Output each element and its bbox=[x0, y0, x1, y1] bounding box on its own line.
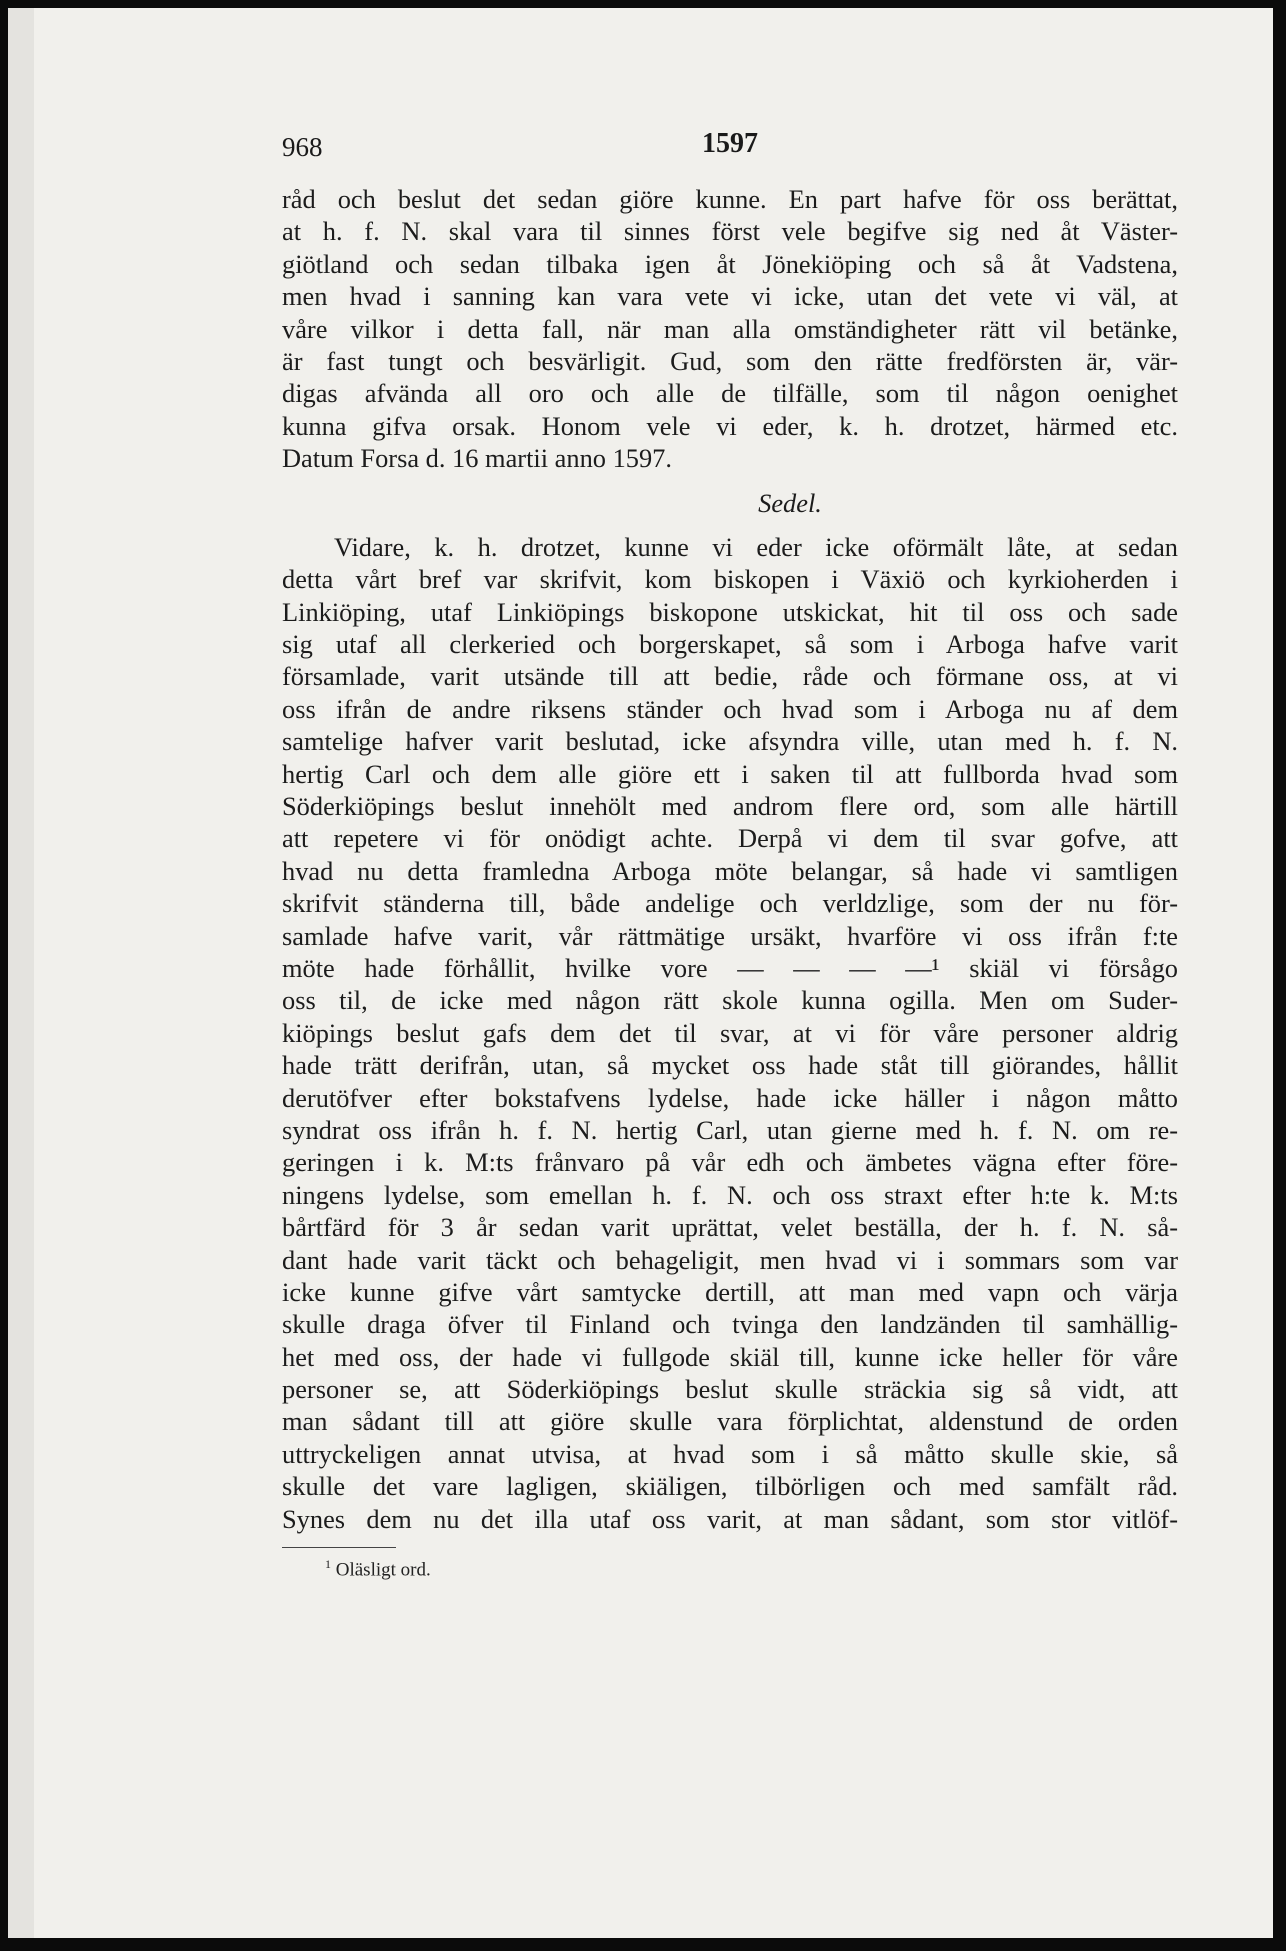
text-line: kunna gifva orsak. Honom vele vi eder, k. h. drotzet, härmed etc. bbox=[282, 410, 1178, 441]
text-line: uttryckeligen annat utvisa, at hvad som i så måtto skulle skie, så bbox=[282, 1438, 1178, 1469]
text-line: oss ifrån de andre riksens ständer och hvad som i Arboga nu af dem bbox=[282, 693, 1178, 724]
footnote-text: Oläsligt ord. bbox=[335, 1559, 431, 1581]
footnote-marker: 1 bbox=[325, 1557, 331, 1571]
text-line: dant hade varit täckt och behageligit, men hvad vi i sommars som var bbox=[282, 1244, 1178, 1275]
text-line: derutöfver efter bokstafvens lydelse, hade icke häller i någon måtto bbox=[282, 1082, 1178, 1113]
text-line: skrifvit ständerna till, både andelige och verldzlige, som der nu för- bbox=[282, 888, 1178, 919]
body-text bbox=[282, 183, 1178, 1535]
text-line: digas afvända all oro och alle de tilfälle, som til någon oenighet bbox=[282, 378, 1178, 409]
text-line: icke kunne gifve vårt samtycke dertill, att man med vapn och värja bbox=[282, 1276, 1178, 1307]
text-line: skulle det vare lagligen, skiäligen, tilbörligen och med samfält råd. bbox=[282, 1471, 1178, 1502]
text-line: hade trätt derifrån, utan, så mycket oss hade ståt till giörandes, hållit bbox=[282, 1050, 1178, 1081]
text-line: samlade hafve varit, vår rättmätige ursäkt, hvarföre vi oss ifrån f:te bbox=[282, 920, 1178, 951]
spacer bbox=[282, 519, 1178, 531]
text-line: Linkiöping, utaf Linkiöpings biskopone utskickat, hit til oss och sade bbox=[282, 596, 1178, 627]
text-line: bårtfärd för 3 år sedan varit uprättat, velet beställa, der h. f. N. så- bbox=[282, 1212, 1178, 1243]
text-line: våre vilkor i detta fall, när man alla omständigheter rätt vil betänke, bbox=[282, 313, 1178, 344]
text-line: är fast tungt och besvärligit. Gud, som den rätte fredförsten är, vär- bbox=[282, 345, 1178, 376]
text-line: att repetere vi för onödigt achte. Derpå vi dem til svar gofve, att bbox=[282, 823, 1178, 854]
paragraph-2 bbox=[282, 531, 1178, 1535]
text-line: hertig Carl och dem alle giöre ett i saken til att fullborda hvad som bbox=[282, 758, 1178, 789]
footnote bbox=[325, 1557, 431, 1581]
text-line: Datum Forsa d. 16 martii anno 1597. bbox=[282, 443, 672, 474]
page-number: 968 bbox=[282, 132, 323, 162]
running-year: 1597 bbox=[702, 128, 758, 159]
text-line: giötland och sedan tilbaka igen åt Jönekiöping och så åt Vadstena, bbox=[282, 248, 1178, 279]
text-line: at h. f. N. skal vara til sinnes först vele begifve sig ned åt Väster- bbox=[282, 216, 1178, 247]
text-line: hvad nu detta framledna Arboga möte belangar, så hade vi samtligen bbox=[282, 855, 1178, 886]
text-line: församlade, varit utsände till att bedie, råde och förmane oss, at vi bbox=[282, 661, 1178, 692]
text-line: ningens lydelse, som emellan h. f. N. och oss straxt efter h:te k. M:ts bbox=[282, 1179, 1178, 1210]
text-line: Synes dem nu det illa utaf oss varit, at man sådant, som stor vitlöf- bbox=[282, 1503, 1178, 1534]
text-line: sig utaf all clerkeried och borgerskapet, så som i Arboga hafve varit bbox=[282, 629, 1178, 660]
text-line: råd och beslut det sedan giöre kunne. En part hafve för oss berättat, bbox=[282, 184, 1178, 214]
spacer bbox=[282, 475, 1178, 487]
text-line: möte hade förhållit, hvilke vore — — — —¹ skiäl vi försågo bbox=[282, 952, 1178, 983]
text-line: detta vårt bref var skrifvit, kom biskopen i Växiö och kyrkioherden i bbox=[282, 564, 1178, 595]
text-line: men hvad i sanning kan vara vete vi icke, utan det vete vi väl, at bbox=[282, 281, 1178, 312]
text-line: syndrat oss ifrån h. f. N. hertig Carl, utan gierne med h. f. N. om re- bbox=[282, 1114, 1178, 1145]
text-line: Vidare, k. h. drotzet, kunne vi eder icke oförmält låte, at sedan bbox=[334, 531, 1178, 562]
page-header bbox=[282, 128, 1182, 172]
text-line: oss til, de icke med någon rätt skole kunna ogilla. Men om Suder- bbox=[282, 985, 1178, 1016]
text-line: samtelige hafver varit beslutad, icke afsyndra ville, utan med h. f. N. bbox=[282, 726, 1178, 757]
text-line: kiöpings beslut gafs dem det til svar, at vi för våre personer aldrig bbox=[282, 1017, 1178, 1048]
footnote-rule bbox=[282, 1547, 396, 1548]
text-line: geringen i k. M:ts frånvaro på vår edh och ämbetes vägna efter före- bbox=[282, 1147, 1178, 1178]
section-heading: Sedel. bbox=[758, 487, 822, 518]
text-line: personer se, att Söderkiöpings beslut skulle sträckia sig så vidt, att bbox=[282, 1374, 1178, 1405]
text-line: man sådant till att giöre skulle vara förplichtat, aldenstund de orden bbox=[282, 1406, 1178, 1437]
paragraph-1 bbox=[282, 183, 1178, 475]
text-line: het med oss, der hade vi fullgode skiäl till, kunne icke heller för våre bbox=[282, 1341, 1178, 1372]
text-line: Söderkiöpings beslut innehölt med androm flere ord, som alle härtill bbox=[282, 791, 1178, 822]
text-line: skulle draga öfver til Finland och tvinga den landzänden til samhällig- bbox=[282, 1309, 1178, 1340]
